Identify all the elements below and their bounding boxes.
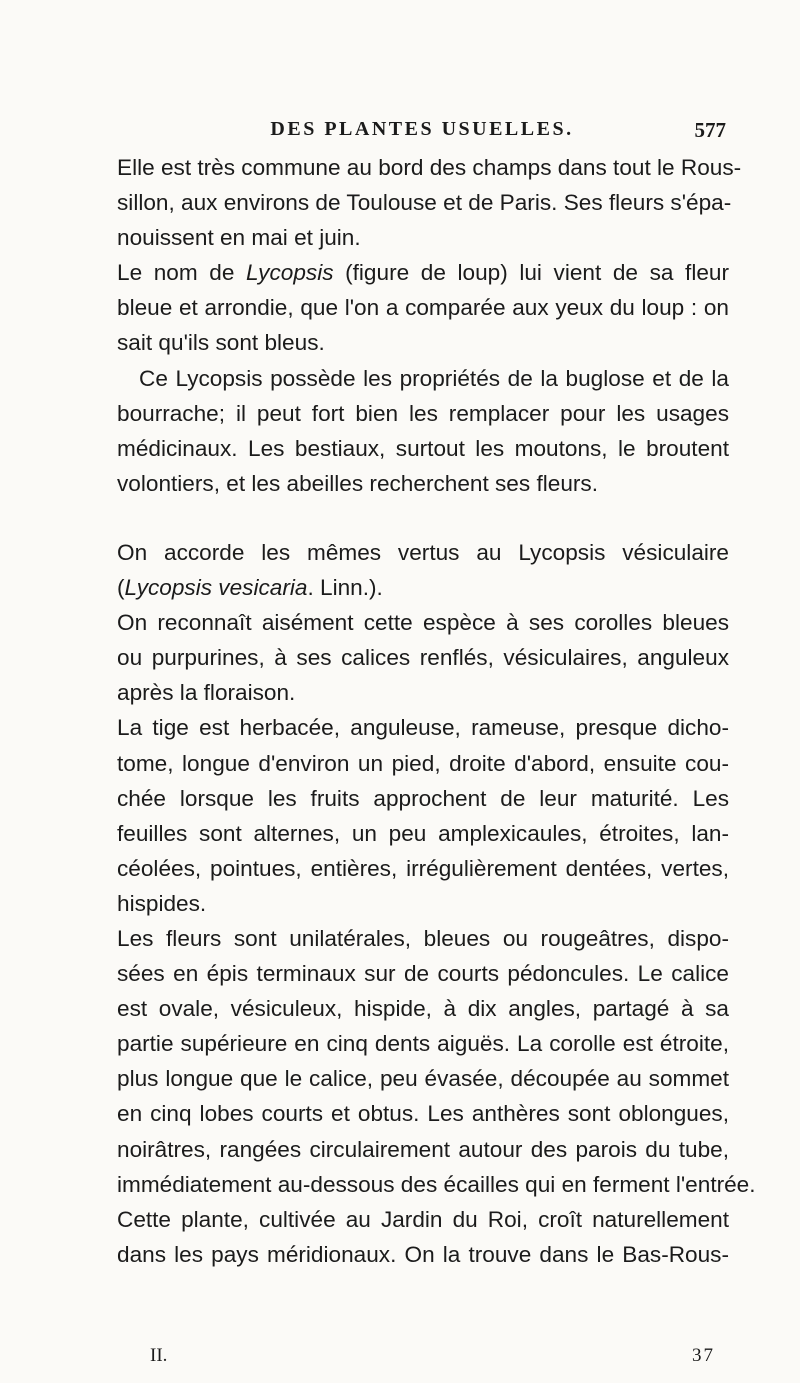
text-line: sillon, aux environs de Toulouse et de Paris. Ses fleurs s'épa- xyxy=(117,190,732,216)
text-line: Elle est très commune au bord des champs dans tout le Rous- xyxy=(117,155,742,180)
text-line: bourrache; il peut fort bien les remplacer pour les usages xyxy=(117,400,729,426)
text-line: médicinaux. Les bestiaux, surtout les moutons, le broutent xyxy=(117,435,729,461)
text-line: Les fleurs sont unilatérales, bleues ou rougeâtres, dispo- xyxy=(117,925,729,951)
text-line: tome, longue d'environ un pied, droite d'abord, ensuite cou- xyxy=(117,750,729,776)
page-footer xyxy=(150,1345,715,1371)
text-line: sait qu'ils sont bleus. xyxy=(117,330,325,356)
text-line: bleue et arrondie, que l'on a comparée aux yeux du loup : on xyxy=(117,295,729,321)
volume-signature: II. xyxy=(150,1345,168,1366)
text-line: en cinq lobes courts et obtus. Les anthères sont oblongues, xyxy=(117,1101,729,1127)
text-line: Ce Lycopsis possède les propriétés de la buglose et de la xyxy=(139,365,729,391)
text-line: nouissent en mai et juin. xyxy=(117,225,361,251)
text-line: volontiers, et les abeilles recherchent ses fleurs. xyxy=(117,470,598,496)
text-line: céolées, pointues, entières, irrégulièrement dentées, vertes, xyxy=(117,855,729,881)
text-line: Le nom de Lycopsis (figure de loup) lui vient de sa fleur xyxy=(117,260,730,286)
text-line: La tige est herbacée, anguleuse, rameuse, presque dicho- xyxy=(117,715,729,741)
text-line: sées en épis terminaux sur de courts pédoncules. Le calice xyxy=(117,961,729,987)
text-line: feuilles sont alternes, un peu amplexicaules, étroites, lan- xyxy=(117,820,729,846)
text-line: ou purpurines, à ses calices renflés, vésiculaires, anguleux xyxy=(117,645,729,671)
text-line: noirâtres, rangées circulairement autour des parois du tube, xyxy=(117,1136,729,1162)
latin-name: Lycopsis vesicaria xyxy=(124,575,308,601)
text-line: après la floraison. xyxy=(117,680,296,706)
text-line: partie supérieure en cinq dents aiguës. La corolle est étroite, xyxy=(117,1031,729,1057)
page-number: 577 xyxy=(694,118,726,142)
text-line: Cette plante, cultivée au Jardin du Roi, croît naturellement xyxy=(117,1206,729,1232)
running-title: DES PLANTES USUELLES. xyxy=(270,118,574,140)
section-gap xyxy=(117,501,729,535)
text-line: dans les pays méridionaux. On la trouve dans le Bas-Rous- xyxy=(117,1241,729,1267)
text-line: immédiatement au-dessous des écailles qui en ferment l'entrée. xyxy=(117,1171,756,1197)
text-line: chée lorsque les fruits approchent de leur maturité. Les xyxy=(117,785,729,811)
text-line: plus longue que le calice, peu évasée, découpée au sommet xyxy=(117,1066,729,1092)
latin-name: Lycopsis xyxy=(246,260,334,286)
sheet-number: 37 xyxy=(692,1345,715,1366)
text-line: hispides. xyxy=(117,890,207,916)
text-line: est ovale, vésiculeux, hispide, à dix angles, partagé à sa xyxy=(117,996,729,1022)
text-line: On reconnaît aisément cette espèce à ses corolles bleues xyxy=(117,610,729,636)
running-head xyxy=(118,118,726,148)
body-text xyxy=(117,150,756,1272)
text-line: On accorde les mêmes vertus au Lycopsis vésiculaire xyxy=(117,539,729,565)
text-line: (Lycopsis vesicaria. Linn.). xyxy=(117,575,383,601)
